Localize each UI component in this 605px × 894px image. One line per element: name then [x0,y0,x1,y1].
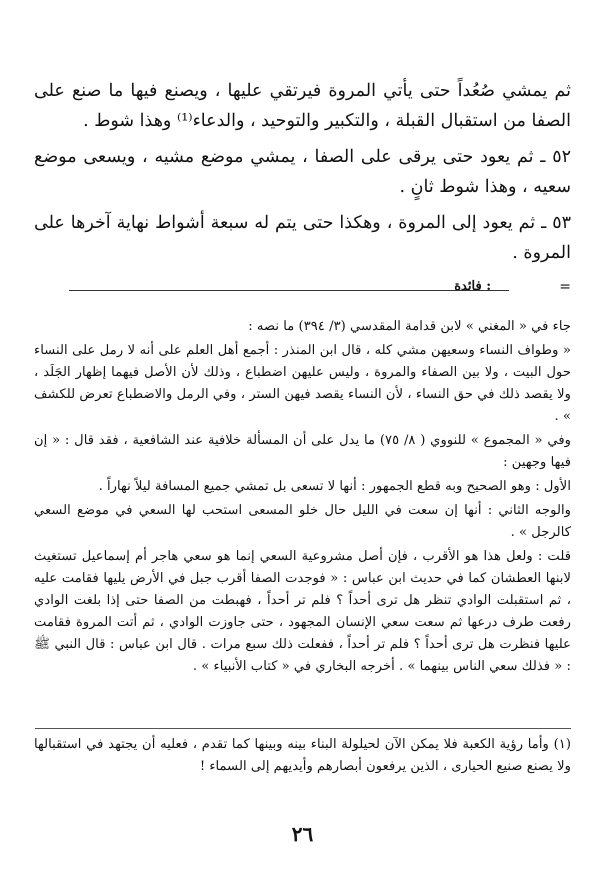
footnote-separator [35,728,571,729]
note-separator [34,279,571,300]
note-heading: فائدة : [454,279,491,294]
paragraph-52: ٥٢ ـ ثم يعود حتى يرقى على الصفا ، يمشي موضع مشيه ، ويسعى موضع سعيه ، وهذا شوط ثانٍ . [34,147,571,197]
note-quote-mughni: « وطواف النساء وسعيهن مشي كله ، قال ابن المنذر : أجمع أهل العلم على أنه لا رمل على النساء حول البيت ، ولا بين الصفاء والمروة ، وليس عليهن اضطباع ، وذلك لأن الأصل فيهما إظهار الجَلَد ، ولا يقصد ذلك في حق النساء ، لأن النساء يقصد فيهن الستر ، وفي الرمل والاضطباع تعرض للكشف » . [34,343,571,424]
note-first-view: الأول : وهو الصحيح وبه قطع الجمهور : أنها لا تسعى بل تمشي جميع المسافة ليلاً نهاراً . [98,479,571,494]
benefit-note [34,316,571,680]
note-second-view: والوجه الثاني : أنها إن سعت في الليل حال خلو المسعى استحب لها السعي في موضع السعي كالرجل » . [34,503,571,540]
paragraph-53: ٥٣ ـ ثم يعود إلى المروة ، وهكذا حتى يتم له سبعة أشواط نهاية آخرها على المروة . [34,213,571,263]
page-number: ٢٦ [291,822,314,846]
paragraph-1: ثم يمشي صُعُداً حتى يأتي المروة فيرتقي عليها ، ويصنع فيها ما صنع على الصفا من استقبال القبلة ، والتكبير والتوحيد ، والدعاء⁽¹⁾ وهذا شوط . [34,81,571,131]
note-majmu: وفي « المجموع » للنووي ( ٨/ ٧٥) ما يدل على أن المسألة خلافية عند الشافعية ، فقد قال : « إن فيها وجهين : [34,433,571,470]
separator-line [69,290,509,291]
main-text [34,76,571,274]
separator-mark: = [559,279,571,295]
note-line-1: جاء في « المغني » لابن قدامة المقدسي (٣/ ٣٩٤) ما نصه : [248,319,571,334]
footnote: (١) وأما رؤية الكعبة فلا يمكن الآن لحيلولة البناء بينه وبينها كما تقدم ، فعليه أن يجتهد في استقبالها ولا يصنع صنيع الحيارى ، الذين يرفعون أبصارهم وأيديهم إلى السماء ! [34,737,571,774]
note-conclusion: قلت : ولعل هذا هو الأقرب ، فإن أصل مشروعية السعي إنما هو سعي هاجر أم إسماعيل تستغيث لابنها العطشان كما في حديث ابن عباس : « فوجدت الصفا أقرب جبل في الأرض يليها فقامت عليه ، ثم استقبلت الوادي تنظر هل ترى أحداً ؟ فلم تر أحداً ، فهبطت من الصفا حتى إذا بلغت الوادي رفعت طرف درعها ثم سعت سعي الإنسان المجهود ، حتى جاوزت الوادي ، ثم أتت المروة فقامت عليها فنظرت هل ترى أحداً ؟ فلم تر أحداً ، ففعلت ذلك سبع مرات . قال ابن عباس : قال النبي ﷺ : « فذلك سعي الناس بينهما » . أخرجه البخاري في « كتاب الأنبياء » . [34,549,571,674]
